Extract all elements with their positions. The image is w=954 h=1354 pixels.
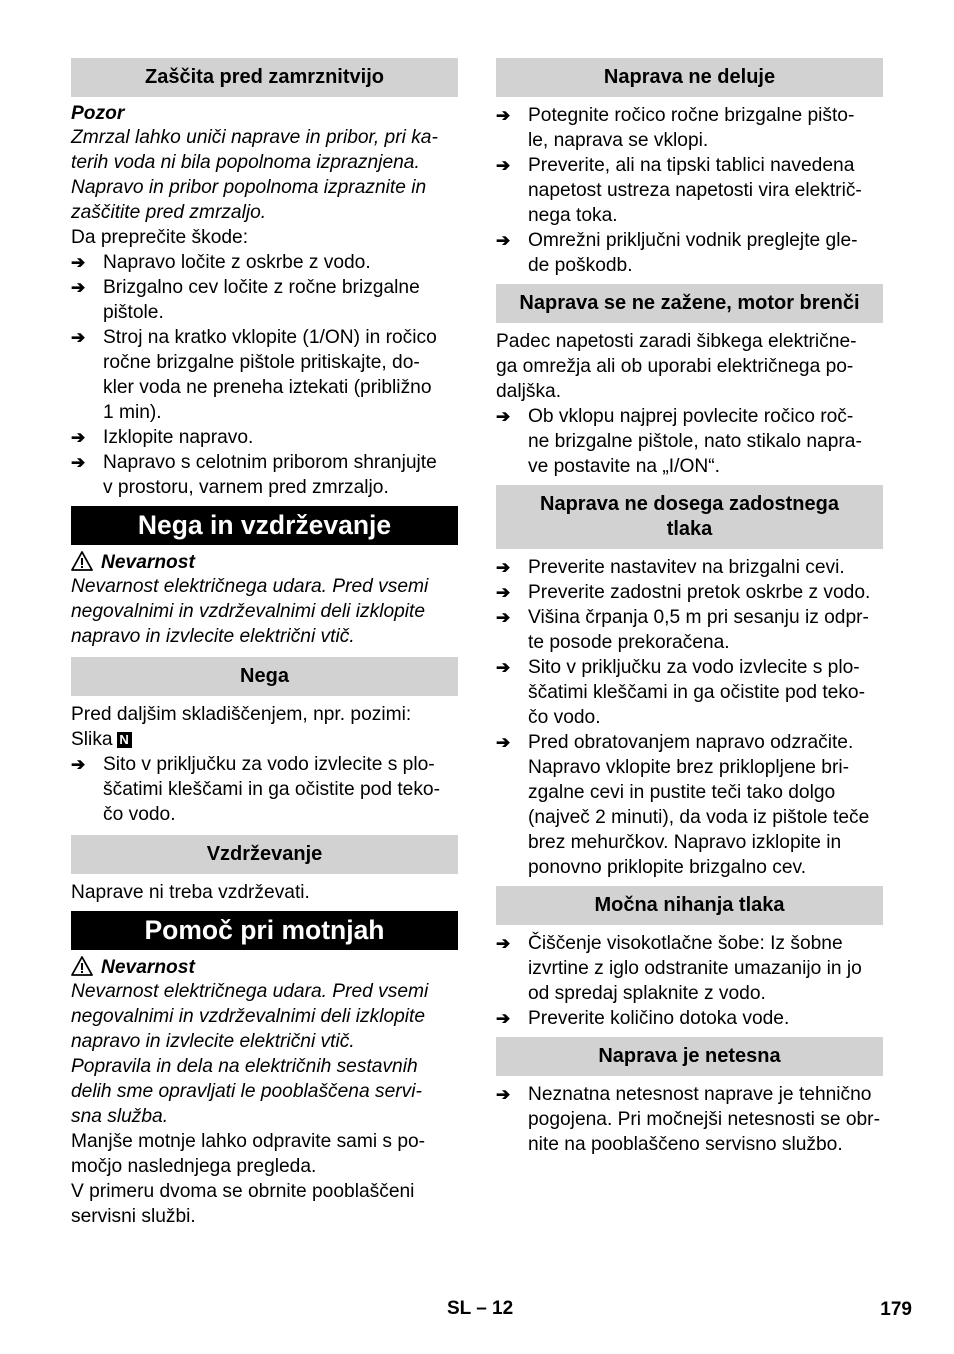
right-arrow-icon: ➔ (71, 253, 86, 272)
right-arrow-icon: ➔ (496, 583, 511, 602)
list-item (496, 580, 883, 605)
list-item (496, 404, 883, 479)
list-item (496, 655, 883, 730)
list-item (71, 250, 458, 275)
danger-text (71, 979, 458, 1129)
right-arrow-icon: ➔ (496, 608, 511, 627)
list-item-line: Napravo s celotnim priborom shranjujte (103, 452, 437, 473)
text-line: sna služba. (71, 1106, 169, 1127)
list-item-line: Sito v priključku za vodo izvlecite s plo- (528, 657, 860, 678)
list-item-line: Izklopite napravo. (103, 427, 254, 448)
list-item-line: ve postavite na „I/ON“. (528, 456, 720, 477)
right-arrow-icon: ➔ (496, 558, 511, 577)
right-arrow-icon: ➔ (71, 278, 86, 297)
list-item-line: Preverite količino dotoka vode. (528, 1008, 790, 1029)
list-item-line: Čiščenje visokotlačne šobe: Iz šobne (528, 933, 843, 954)
list-item-line: Omrežni priključni vodnik preglejte gle- (528, 230, 858, 251)
text-line: delih sme opravljati le pooblaščena servi- (71, 1081, 422, 1102)
section-heading-frost-protection: Zaščita pred zamrznitvijo (71, 58, 458, 97)
section-heading-device-not-working: Naprava ne deluje (496, 58, 883, 97)
right-arrow-icon: ➔ (496, 407, 511, 426)
list-item-line: Napravo ločite z oskrbe z vodo. (103, 252, 371, 273)
right-arrow-icon: ➔ (496, 231, 511, 250)
section-heading-motor-hums: Naprava se ne zažene, motor brenči (496, 284, 883, 323)
warning-triangle-icon (71, 956, 93, 976)
list-item (71, 275, 458, 325)
list-item (496, 931, 883, 1006)
section-heading-insufficient-pressure (496, 485, 883, 549)
list-item (496, 730, 883, 880)
list-item-line: de poškodb. (528, 255, 633, 276)
list-item (71, 752, 458, 827)
list-item (71, 325, 458, 425)
text-line: Padec napetosti zaradi šibkega električne- (496, 331, 857, 352)
text-line: Nevarnost električnega udara. Pred vsemi (71, 981, 429, 1002)
text-line: napravo in izvlecite električni vtič. (71, 626, 355, 647)
figure-letter-badge: N (117, 732, 132, 748)
footer-page-number: 179 (880, 1299, 912, 1320)
danger-label: Nevarnost (71, 551, 458, 574)
right-arrow-icon: ➔ (496, 733, 511, 752)
list-item-line: ročne brizgalne pištole pritiskajte, do- (103, 352, 420, 373)
left-column (71, 58, 458, 1229)
text-line: tlaka (666, 518, 713, 540)
caution-label: Pozor (71, 103, 125, 124)
device-leaking-list (496, 1082, 883, 1157)
list-item-line: ščatimi kleščami in ga očistite pod teko- (528, 682, 865, 703)
list-item-line: Ob vklopu najprej povlecite ročico roč- (528, 406, 854, 427)
section-heading-care: Nega (71, 657, 458, 696)
troubleshooting-intro (71, 1129, 458, 1229)
section-heading-maintenance: Vzdrževanje (71, 835, 458, 874)
care-text: Pred daljšim skladiščenjem, npr. pozimi: (71, 704, 412, 725)
list-item-line: Napravo vklopite brez priklopljene bri- (528, 757, 850, 778)
figure-reference: Slika N (71, 727, 458, 752)
list-item-line: izvrtine z iglo odstranite umazanijo in jo (528, 958, 862, 979)
maintenance-text: Naprave ni treba vzdrževati. (71, 882, 310, 903)
list-item-line: Sito v priključku za vodo izvlecite s plo- (103, 754, 435, 775)
text-line: terih voda ni bila popolnoma izpraznjena. (71, 152, 420, 173)
text-line: V primeru dvoma se obrnite pooblaščeni (71, 1181, 415, 1202)
motor-hums-text (496, 329, 883, 404)
caution-text (71, 125, 458, 225)
main-heading-troubleshooting: Pomoč pri motnjah (71, 911, 458, 950)
text-line: Napravo in pribor popolnoma izpraznite in (71, 177, 427, 198)
list-item-line: te posode prekoračena. (528, 632, 730, 653)
list-item-line: nite na pooblaščeno servisno službo. (528, 1134, 843, 1155)
list-item-line: Višina črpanja 0,5 m pri sesanju iz odpr- (528, 607, 869, 628)
danger-label: Nevarnost (71, 956, 458, 979)
text-line: servisni službi. (71, 1206, 196, 1227)
list-item-line: pogojena. Pri močnejši netesnosti se obr- (528, 1109, 880, 1130)
list-item (496, 153, 883, 228)
right-arrow-icon: ➔ (71, 755, 86, 774)
right-arrow-icon: ➔ (496, 106, 511, 125)
list-item-line: Potegnite ročico ročne brizgalne pišto- (528, 105, 855, 126)
text-line: napravo in izvlecite električni vtič. (71, 1031, 355, 1052)
list-item-line: Preverite zadostni pretok oskrbe z vodo. (528, 582, 871, 603)
list-item-line: pištole. (103, 302, 164, 323)
right-arrow-icon: ➔ (71, 428, 86, 447)
list-item-line: Preverite nastavitev na brizgalni cevi. (528, 557, 845, 578)
list-item-line: ponovno priklopite brizgalno cev. (528, 857, 807, 878)
list-item-line: zgalne cevi in pustite teči tako dolgo (528, 782, 836, 803)
pressure-fluctuations-list (496, 931, 883, 1031)
list-item-line: Preverite, ali na tipski tablici navedena (528, 155, 855, 176)
list-item (71, 425, 458, 450)
right-arrow-icon: ➔ (496, 1009, 511, 1028)
right-arrow-icon: ➔ (496, 156, 511, 175)
text-line: Manjše motnje lahko odpravite sami s po- (71, 1131, 426, 1152)
list-item-line: le, naprava se vklopi. (528, 130, 709, 151)
list-item-line: ščatimi kleščami in ga očistite pod teko- (103, 779, 440, 800)
care-steps-list (71, 752, 458, 827)
list-item-line: čo vodo. (103, 804, 176, 825)
list-item (496, 1082, 883, 1157)
list-item (71, 450, 458, 500)
list-item (496, 605, 883, 655)
device-not-working-list (496, 103, 883, 278)
list-item-line: brez mehurčkov. Napravo izklopite in (528, 832, 842, 853)
list-item-line: Pred obratovanjem napravo odzračite. (528, 732, 854, 753)
text-line: močjo naslednjega pregleda. (71, 1156, 317, 1177)
right-arrow-icon: ➔ (496, 1085, 511, 1104)
section-heading-pressure-fluctuations: Močna nihanja tlaka (496, 886, 883, 925)
list-item-line: v prostoru, varnem pred zmrzaljo. (103, 477, 389, 498)
section-heading-device-leaking: Naprava je netesna (496, 1037, 883, 1076)
list-item-line: Stroj na kratko vklopite (1/ON) in ročico (103, 327, 437, 348)
list-item-line: Neznatna netesnost naprave je tehnično (528, 1084, 872, 1105)
list-item-line: ne brizgalne pištole, nato stikalo napra- (528, 431, 862, 452)
list-item-line: napetost ustreza napetosti vira električ- (528, 180, 862, 201)
main-heading-care-maintenance: Nega in vzdrževanje (71, 506, 458, 545)
list-item-line: kler voda ne preneha iztekati (približno (103, 377, 432, 398)
list-item (496, 103, 883, 153)
footer-language-page: SL – 12 (447, 1298, 514, 1319)
list-item-line: Brizgalno cev ločite z ročne brizgalne (103, 277, 420, 298)
text-line: Zmrzal lahko uniči naprave in pribor, pri ka- (71, 127, 438, 148)
list-item (496, 555, 883, 580)
text-line: Naprava ne dosega zadostnega (540, 493, 839, 515)
right-arrow-icon: ➔ (496, 658, 511, 677)
text-line: negovalnimi in vzdrževalnimi deli izklopite (71, 601, 426, 622)
list-item (496, 228, 883, 278)
right-column (496, 58, 883, 1157)
text-line: Popravila in dela na električnih sestavnih (71, 1056, 418, 1077)
list-item-line: 1 min). (103, 402, 162, 423)
list-item-line: od spredaj splaknite z vodo. (528, 983, 766, 1004)
list-item-line: čo vodo. (528, 707, 601, 728)
frost-steps-list (71, 250, 458, 500)
motor-hums-list (496, 404, 883, 479)
list-item-line: (največ 2 minuti), da voda iz pištole teče (528, 807, 870, 828)
text-line: zaščitite pred zmrzaljo. (71, 202, 267, 223)
right-arrow-icon: ➔ (496, 934, 511, 953)
right-arrow-icon: ➔ (71, 328, 86, 347)
list-item-line: nega toka. (528, 205, 618, 226)
text-line: daljška. (496, 381, 562, 402)
text-line: Nevarnost električnega udara. Pred vsemi (71, 576, 429, 597)
intro-text: Da preprečite škode: (71, 227, 249, 248)
danger-text (71, 574, 458, 649)
right-arrow-icon: ➔ (71, 453, 86, 472)
text-line: negovalnimi in vzdrževalnimi deli izklopite (71, 1006, 426, 1027)
text-line: ga omrežja ali ob uporabi električnega po- (496, 356, 854, 377)
list-item (496, 1006, 883, 1031)
warning-triangle-icon (71, 551, 93, 571)
insufficient-pressure-list (496, 555, 883, 880)
